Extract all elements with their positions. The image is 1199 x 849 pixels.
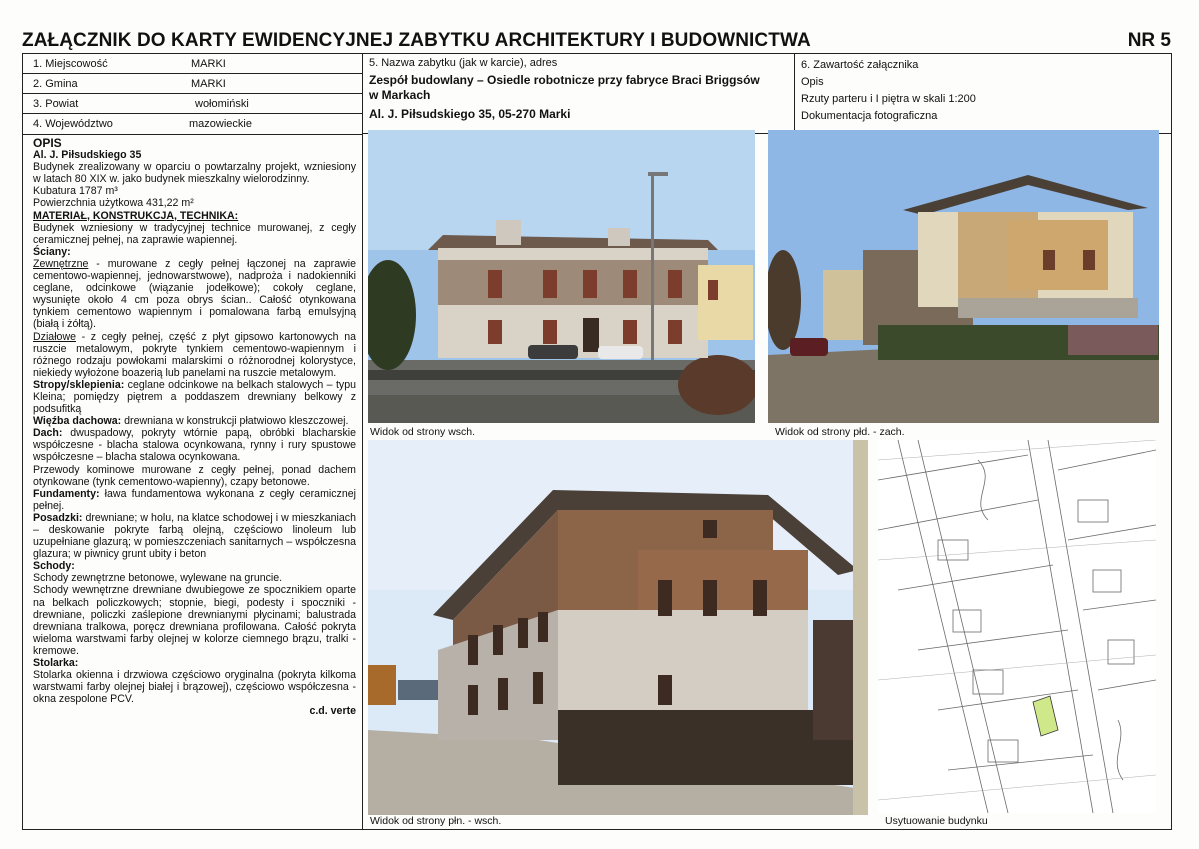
label-county: 3. Powiat	[33, 98, 79, 110]
material-heading: MATERIAŁ, KONSTRUKCJA, TECHNIKA:	[33, 209, 239, 222]
volume: Kubatura 1787 m³	[33, 185, 118, 198]
description-column	[23, 134, 363, 829]
description-heading: OPIS	[33, 136, 62, 150]
description-intro: Budynek zrealizowany w oparciu o powtarzalny projekt, wzniesiony w latach 80 XIX w. jako budynek mieszkalny wielorodzinny.	[33, 161, 356, 186]
roof-text: dwuspadowy, pokryty wtórnie papą, obróbki blacharskie współczesne - blacha stalowa ocynkowana, rynny i rury spustowe współczesne – blacha stalowa ocynkowana.	[33, 427, 356, 464]
caption-site-plan: Usytuowanie budynku	[885, 815, 988, 827]
monument-name-line2: w Markach	[369, 88, 431, 102]
document-number: NR 5	[1127, 30, 1171, 51]
page-title: ZAŁĄCZNIK DO KARTY EWIDENCYJNEJ ZABYTKU ARCHITEKTURY I BUDOWNICTWA	[22, 30, 811, 51]
label-voivodeship: 4. Województwo	[33, 118, 113, 130]
internal-walls-text: - z cegły pełnej, część z płyt gipsowo kartonowych na ruszcie metalowym, pokryte tynkiem cementowo-wapiennym i różnego rodzaju powłokami malarskimi o różnorodnej kolorystyce, niekiedy wyłożone boazerią lub panelami na ruszcie metalowym.	[33, 330, 356, 379]
value-county: wołomiński	[195, 98, 249, 110]
row-county	[23, 94, 362, 114]
foundations	[33, 488, 356, 512]
roof-label: Dach:	[33, 427, 63, 440]
roof-truss	[33, 415, 356, 427]
floors-label: Posadzki:	[33, 511, 83, 524]
floors	[33, 512, 356, 560]
contents-item: Rzuty parteru i I piętra w skali 1:200	[801, 93, 976, 105]
monument-address: Al. J. Piłsudskiego 35, 05-270 Marki	[369, 107, 571, 121]
row-commune	[23, 74, 362, 94]
joinery-text: Stolarka okienna i drzwiowa częściowo oryginalna (pokryta kilkoma warstwami farby olejnej białej i brązowej), częściowo współczesna - okna zespolone PCV.	[33, 669, 356, 706]
row-voivodeship	[23, 114, 362, 134]
caption-east-view: Widok od strony wsch.	[370, 426, 476, 438]
photo-northeast-view	[368, 440, 868, 815]
monument-name	[369, 73, 788, 103]
usable-area: Powierzchnia użytkowa 431,22 m²	[33, 197, 194, 210]
external-walls	[33, 258, 356, 331]
external-walls-text: - murowane z cegły pełnej łączonej na zaprawie cementowo-wapiennej, jednowarstwowe), nadproża i nadokienniki ceglane, odcinkowe (wiązanie jodełkowe); cokoły ceglane, wysunięte około 4 cm poza obrys ścian.. Całość otynkowana tynkiem cementowo wapiennym i pomalowana farbą emulsyjną (białą i żółtą).	[33, 257, 356, 331]
location-table	[23, 54, 363, 134]
caption-northeast-view: Widok od strony płn. - wsch.	[370, 815, 502, 827]
monument-name-cell	[363, 54, 795, 134]
roof-truss-text: drewniana w konstrukcji płatwiowo kleszczowej.	[121, 415, 349, 428]
continued-note: c.d. verte	[309, 705, 356, 718]
label-locality: 1. Miejscowość	[33, 58, 108, 70]
internal-walls-label: Działowe	[33, 330, 76, 343]
ceilings-text: ceglane odcinkowe na belkach stalowych – typu Kleina; pomiędzy piętrem a poddaszem drewniany belkowy z podsufitką	[33, 378, 356, 416]
contents-item: Dokumentacja fotograficzna	[801, 110, 938, 122]
ceilings-label: Stropy/sklepienia:	[33, 378, 125, 391]
chimneys-text: Przewody kominowe murowane z cegły pełnej, ponad dachem otynkowane (tynk cementowo-wapienny), czapy betonowe.	[33, 463, 356, 488]
roof-truss-label: Więźba dachowa:	[33, 415, 122, 428]
joinery-heading: Stolarka:	[33, 657, 79, 670]
ceilings	[33, 379, 356, 415]
roof	[33, 427, 356, 463]
row-locality	[23, 54, 362, 74]
walls-heading: Ściany:	[33, 245, 71, 258]
value-voivodeship: mazowieckie	[189, 118, 252, 130]
monument-name-label: 5. Nazwa zabytku (jak w karcie), adres	[369, 57, 558, 69]
contents-item: Opis	[801, 76, 824, 88]
site-plan-map	[878, 440, 1156, 813]
monument-name-line1: Zespół budowlany – Osiedle robotnicze przy fabryce Braci Briggsów	[369, 73, 760, 87]
material-text: Budynek wzniesiony w tradycyjnej technice murowanej, z cegły ceramicznej pełnej, na zaprawie wapiennej.	[33, 221, 356, 246]
internal-walls	[33, 331, 356, 379]
stairs-heading: Schody:	[33, 560, 75, 573]
stairs-text-internal: Schody wewnętrzne drewniane dwubiegowe ze spocznikiem oparte na belkach policzkowych; stopnie, biegi, podesty i spoczniki - drewniane, policzki zaślepione drewnianymi płycinami; balustrada drewniana tralkowa, poręcz drewniana profilowana. Całość pokryta wieloma warstwami farby olejnej w kolorze ciemnego brązu, tralki - kremowe.	[33, 584, 356, 657]
photo-east-view	[368, 130, 755, 423]
foundations-text: ława fundamentowa wykonana z cegły ceramicznej pełnej.	[33, 487, 356, 512]
floors-text: drewniane; w holu, na klatce schodowej i w mieszkaniach – deskowanie pokryte farbą olejną, częściowo linoleum lub uzupełniane glazurą; w pomieszczeniach sanitarnych – współczesna glazura; w piwnicy grunt ubity i beton	[33, 511, 356, 561]
external-walls-label: Zewnętrzne	[33, 257, 89, 270]
label-commune: 2. Gmina	[33, 78, 78, 90]
contents-cell	[795, 54, 1171, 134]
value-locality: MARKI	[191, 58, 226, 70]
contents-label: 6. Zawartość załącznika	[801, 59, 919, 71]
description-address: Al. J. Piłsudskiego 35	[33, 149, 142, 162]
photo-southwest-view	[768, 130, 1159, 423]
stairs-text-external: Schody zewnętrzne betonowe, wylewane na gruncie.	[33, 572, 283, 585]
caption-southwest-view: Widok od strony płd. - zach.	[775, 426, 905, 438]
foundations-label: Fundamenty:	[33, 487, 100, 500]
value-commune: MARKI	[191, 78, 226, 90]
